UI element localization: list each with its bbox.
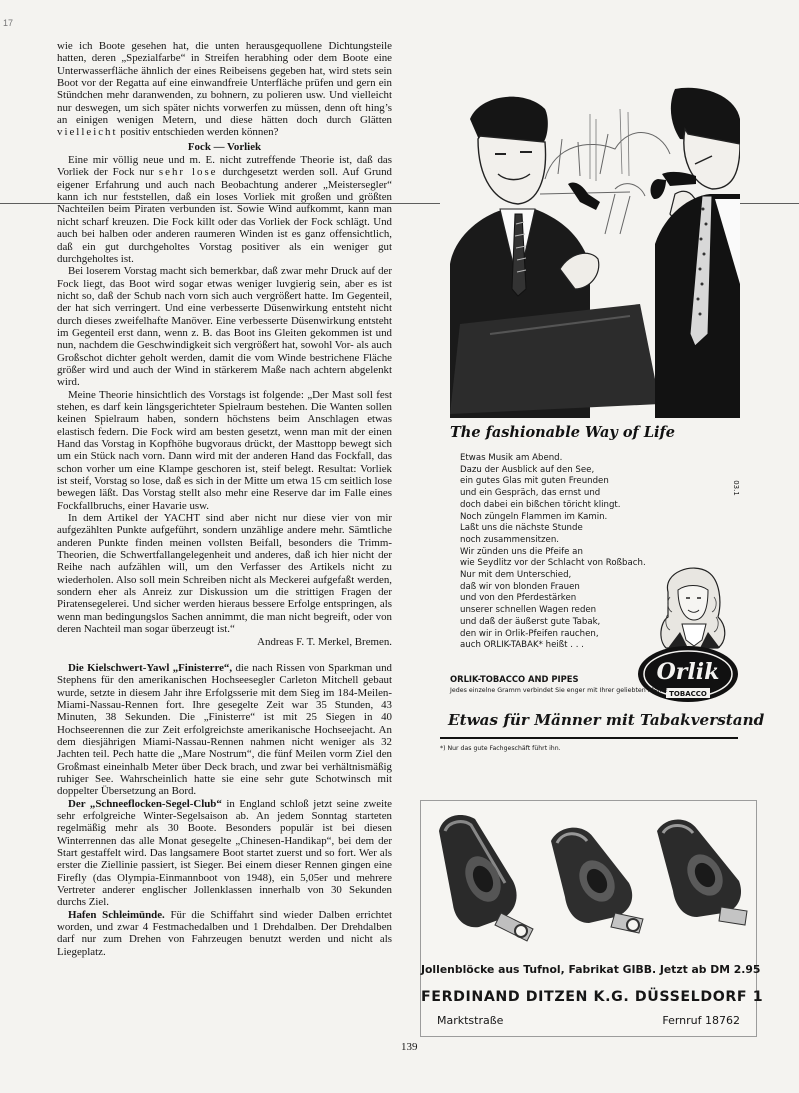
poem-line: unserer schnellen Wagen reden bbox=[460, 605, 597, 616]
ditzen-phone: Fernruf 18762 bbox=[662, 1014, 740, 1027]
orlik-logo bbox=[636, 644, 740, 706]
news-schneeflocken bbox=[57, 798, 392, 909]
poem-line: Etwas Musik am Abend. bbox=[460, 453, 563, 463]
bewigged-gentleman-portrait bbox=[648, 562, 734, 652]
poem-line: noch zusammensitzen. bbox=[460, 534, 559, 545]
poem-line: Laßt uns die nächste Stunde bbox=[460, 523, 583, 534]
poem-line: Noch züngeln Flammen im Kamin. bbox=[460, 511, 608, 522]
news-text: Für die Schiffahrt sind wieder Dalben errichtet worden, und zwar 4 Festmachedalben und 1 Drehdalben. Der Drehdalben darf nur zum Drehen von Fahrzeugen benutzt werden und nicht als Liegeplatz. bbox=[57, 908, 392, 958]
orlik-claim: Etwas für Männer mit Tabakverstand bbox=[448, 711, 765, 729]
news-title: Der „Schneeflocken-Segel-Club“ bbox=[68, 797, 222, 810]
pulley-blocks-photo bbox=[421, 801, 756, 951]
poem-line: und daß der äußerst gute Tabak, bbox=[460, 616, 601, 627]
ad-divider bbox=[440, 737, 738, 739]
ditzen-advertisement bbox=[420, 800, 764, 1037]
poem-line: auch ORLIK-TABAK* heißt . . . bbox=[460, 640, 584, 651]
poem-line: ein gutes Glas mit guten Freunden bbox=[460, 476, 609, 487]
paragraph-text: Eine mir völlig neue und m. E. nicht zutreffende Theorie ist, daß das Vorliek der Fock nur bbox=[57, 154, 392, 179]
poem-line: doch dabei ein bißchen töricht klingt. bbox=[460, 499, 621, 510]
poem-line: Dazu der Ausblick auf den See, bbox=[460, 464, 595, 475]
logo-wordmark: Orlik bbox=[656, 659, 720, 685]
paragraph-text: durchgesetzt werden soll. Auf Grund eigener Erfahrung und auch nach Beobachtung anderer „Meistersegler“ kann ich nur feststellen, daß ein loses Vorliek mit großen und größten Nachteilen beim Piraten verbunden ist. Sowie Wind aufkommt, kann man nicht scharf kreuzen. Die Fock killt oder das Vorliek der Fock schlägt. Und auch bei halben oder anderen raumeren Winden ist es ganz offensichtlich, daß ein gut durchgeholtes Vorstag positiver als ein weniger gut durchgeholtes ist. bbox=[57, 166, 392, 265]
ditzen-product-line: Jollenblöcke aus Tufnol, Fabrikat GIBB. Jetzt ab DM 2.95 bbox=[421, 963, 761, 976]
ditzen-company-name: FERDINAND DITZEN K.G. DÜSSELDORF 1 bbox=[421, 989, 764, 1005]
news-title: Hafen Schleimünde. bbox=[68, 908, 165, 921]
page-mark: 17 bbox=[3, 18, 14, 28]
paragraph-vorstag: Bei loserem Vorstag macht sich bemerkbar, daß zwar mehr Druck auf der Fock liegt, das Boot wird sogar etwas weniger luvgierig sein, aber es ist nicht so, daß der Schub nach vorn sich auch vergrößert hatte. Im Gegenteil, der hat sich verringert. Und eine verbesserte Düsenwirkung entsteht nicht durch dieses zweifelhafte Manöver. Eine verbesserte Düsenwirkung entsteht im Gegenteil erst dann, wenn z. B. das Boot ins Gleiten gekommen ist und nun, nachdem die Geschwindigkeit sich vergrößert hat, sowohl Vor- als auch Großschot dichter geholt werden, damit die vom Winde bestrichene Fläche größer wird und auch der Wind in stärkerem Maße nach achtern abgelenkt wird. bbox=[57, 265, 392, 389]
logo-subline: TOBACCO bbox=[669, 690, 707, 698]
poem-line: daß wir von blonden Frauen bbox=[460, 581, 580, 592]
news-title: Die Kielschwert-Yawl „Finisterre“, bbox=[68, 661, 233, 674]
two-men-smoking-illustration bbox=[440, 84, 740, 418]
orlik-footnote: *) Nur das gute Fachgeschäft führt ihn. bbox=[440, 745, 561, 752]
paragraph-yacht: In dem Artikel der YACHT sind aber nicht nur diese vier von mir aufgezählten Punkte aufgeführt, sondern unzählige andere mehr. Sämtliche anderen Punkte finden meinen vollsten Beifall, besonders die Trimm-Theorien, die Schwertfallangelegenheit und anderes, daß ich hier nicht der Reihe nach aufzählen will, um den Verfasser des Artikels nicht zu wiederholen. Also soll mein Schreiben nicht als Meckerei aufgefaßt werden, sondern eher als Anreiz zur Diskussion um die strittigen Fragen der Piratensegelerei. Und sicher werden hieraus bessere Erfolge entspringen, als wenn man bedingungslos Sachen annimmt, die man nicht begreift, oder von deren Nachteil man sogar überzeugt ist.“ bbox=[57, 512, 392, 636]
ditzen-street: Marktstraße bbox=[437, 1014, 504, 1027]
paragraph-vorliek bbox=[57, 154, 392, 265]
poem-line: Nur mit dem Unterschied, bbox=[460, 570, 572, 581]
intro-end: positiv entschieden werden können? bbox=[120, 126, 279, 139]
paragraph-theorie: Meine Theorie hinsichtlich des Vorstags ist folgende: „Der Mast soll fest stehen, es darf kein längsgerichteter Spielraum bestehen. Die Wanten sollen keinen Spielraum haben, sondern höchstens beim Anschlagen etwas elastisch federn. Die Fock wird am besten gesetzt, wenn man mit der einen Hand das Vorstag in Kopfhöhe bugvoraus drückt, der Masttopp bewegt sich um ein Stück nach vorn. Dann wird mit der anderen Hand das Fockfall, das schon vorher um eine Klampe geschoren ist, steif belegt. Resultat: Vorliek ist steif, Vorstag so lose, daß es sich in der Mitte um etwa 15 cm seitlich lose bewegen läßt. Das Vorstag stellt also mehr eine Reserve dar im Falle eines Fockfallbruchs, einer Havarie usw. bbox=[57, 388, 392, 512]
author-signature: Andreas F. T. Merkel, Bremen. bbox=[257, 635, 392, 648]
intro-text: wie ich Boote gesehen hat, die unten herausgequollene Dichtungsteile hatten, deren „Spezialfarbe“ in Streifen herabhing oder dem Boote eine Unterwasserfläche ähnlich der eines Reibeisens gegeben hat, wird stets sein Boot vor der Regatta auf eine einwandfreie Unterfläche prüfen und gern ein Stündchen mehr daranwenden, zu bohnern, zu polieren usw. Und vielleicht nur deswegen, um sich später nichts vorwerfen zu müssen, denn oft hing’s an einigen wenigen Metern, und diese hätten doch durch Glätten bbox=[57, 40, 392, 127]
poem-line: und ein Gespräch, das ernst und bbox=[460, 488, 601, 499]
poem-line: den wir in Orlik-Pfeifen rauchen, bbox=[460, 628, 599, 639]
news-text: in England schloß jetzt seine zweite sehr erfolgreiche Winter-Segelsaison ab. An jedem Sonntag starteten regelmäßig mehr als 30 Boote. Besonders populär ist bei diesen Winterrennen das alle Monat gesegelte „Chinesen-Handikap“, bei dem der Start gestaffelt wird. Das langsamere Boot startet zuerst und so fort. Wer als erster die Ziellinie passiert, ist Sieger. Bei einem dieser Rennen gingen eine Firefly (das Olympia-Einmannboot von 1948), ein 5,05er und mehrere Vertreter anderer englischer Jollenklassen innerhalb von 30 Sekunden durchs Ziel. bbox=[57, 797, 392, 909]
article-column bbox=[57, 40, 392, 958]
news-text: die nach Rissen von Sparkman und Stephens für den amerikanischen Hochseesegler Carleton Mitchell gebaut wurde, setzte in diesem Jahr ihre Erfolgsserie mit dem Sieg im 184-Meilen-Miami-Nassau-Rennen fort. Ihre gesegelte Zeit war 35 Stunden, 43 Minuten, 38 Sekunden. Die „Finisterre“ ist mit 25 Siegen in 40 Hochseerennen die zur Zeit erfolgreichste amerikanische Hochseejacht. An dem diesjährigen Miami-Nassau-Rennen nahmen nicht weniger als 32 Jachten teil. Pech hatte die „Mare Nostrum“, die fünf Meilen vorm Ziel den Großmast eineinhalb Meter über Deck brach, und zwar bei verhältnismäßig ruhiger See. Wahrscheinlich hatte sie eine sehr gute Schotwinsch mit doppelter Übersetzung an Bord. bbox=[57, 661, 392, 798]
intro-spaced-word: vielleicht bbox=[57, 126, 118, 139]
spaced-emphasis: sehr lose bbox=[158, 166, 218, 179]
orlik-brand-line: ORLIK-TOBACCO AND PIPES bbox=[450, 674, 579, 684]
section-heading: Fock — Vorliek bbox=[187, 140, 262, 153]
poem-line: Wir zünden uns die Pfeife an bbox=[460, 546, 583, 557]
orlik-poem bbox=[460, 453, 678, 652]
orlik-advertisement bbox=[436, 84, 765, 770]
news-schleimuende bbox=[57, 909, 392, 958]
page-number: 139 bbox=[401, 1041, 418, 1053]
orlik-slogan: The fashionable Way of Life bbox=[450, 424, 675, 441]
intro-paragraph bbox=[57, 40, 392, 139]
orlik-motto: Jedes einzelne Gramm verbindet Sie enger mit Ihrer geliebten Pfeife! bbox=[450, 687, 669, 694]
news-finisterre bbox=[57, 662, 392, 798]
poem-line: und von den Pferdestärken bbox=[460, 593, 577, 604]
poem-line: wie Seydlitz vor der Schlacht von Roßbach. bbox=[460, 558, 646, 569]
ad-code-number: 03.1 bbox=[731, 480, 740, 496]
